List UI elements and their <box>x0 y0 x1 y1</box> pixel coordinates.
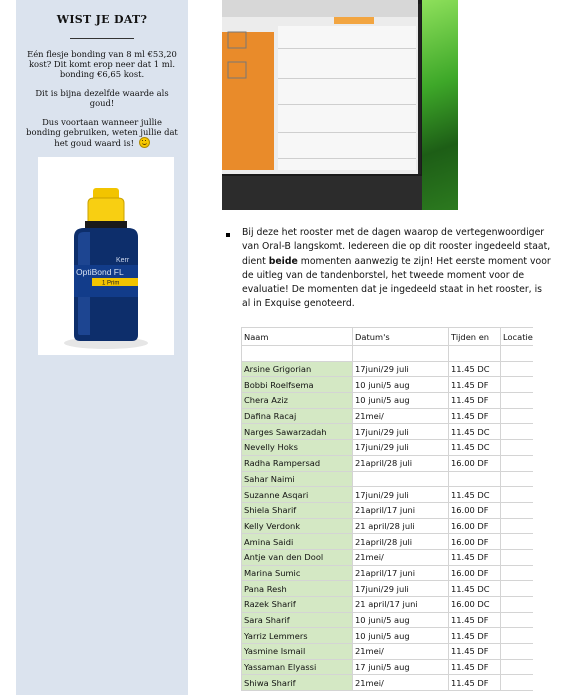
time-cell: 11.45 DF <box>449 644 501 660</box>
table-row <box>242 675 533 691</box>
table-row <box>242 581 533 597</box>
time-cell: 11.45 DC <box>449 440 501 456</box>
time-cell: 11.45 DF <box>449 377 501 393</box>
date-cell: 21april/28 juli <box>353 455 449 471</box>
bullet-marker <box>226 233 230 237</box>
table-row <box>242 346 533 362</box>
time-cell <box>449 346 501 362</box>
table-header-cell: Tijden en <box>449 328 501 346</box>
name-cell: Narges Sawarzadah <box>242 424 353 440</box>
photo-tooth-icons <box>224 28 276 88</box>
product-brand-text: Kerr <box>116 257 130 264</box>
photo-orange-tab <box>334 17 374 24</box>
time-cell: 16.00 DF <box>449 502 501 518</box>
name-cell: Yarriz Lemmers <box>242 628 353 644</box>
table-row <box>242 502 533 518</box>
software-screen-photo <box>222 0 458 210</box>
name-cell: Nevelly Hoks <box>242 440 353 456</box>
schedule-description <box>242 226 552 312</box>
location-cell <box>501 487 533 503</box>
location-cell <box>501 346 533 362</box>
table-row <box>242 487 533 503</box>
time-cell: 11.45 DF <box>449 393 501 409</box>
location-cell <box>501 549 533 565</box>
name-cell: Suzanne Asqari <box>242 487 353 503</box>
table-row <box>242 424 533 440</box>
date-cell <box>353 346 449 362</box>
time-cell: 11.45 DF <box>449 675 501 691</box>
schedule-table <box>241 327 533 691</box>
table-row <box>242 518 533 534</box>
photo-line <box>278 104 416 105</box>
time-cell: 11.45 DC <box>449 487 501 503</box>
date-cell: 17 juni/5 aug <box>353 659 449 675</box>
name-cell <box>242 346 353 362</box>
photo-line <box>278 158 416 159</box>
location-cell <box>501 424 533 440</box>
sidebar-paragraph-gold: Dit is bijna dezelfde waarde als goud! <box>35 88 169 108</box>
table-header-cell: Locatie <box>501 328 533 346</box>
table-row <box>242 534 533 550</box>
table-row <box>242 471 533 487</box>
description-bold: beide <box>268 255 298 267</box>
table-row <box>242 549 533 565</box>
date-cell: 17juni/29 juli <box>353 581 449 597</box>
photo-topbar <box>222 0 418 17</box>
name-cell: Bobbi Roelfsema <box>242 377 353 393</box>
sidebar-paragraph-conclusion-text: Dus voortaan wanneer jullie bonding gebruiken, weten jullie dat het goud waard is! <box>26 117 178 148</box>
date-cell: 10 juni/5 aug <box>353 628 449 644</box>
table-header-row <box>242 328 533 346</box>
name-cell: Arsine Grigorian <box>242 361 353 377</box>
time-cell: 11.45 DF <box>449 628 501 644</box>
location-cell <box>501 361 533 377</box>
date-cell: 10 juni/5 aug <box>353 612 449 628</box>
name-cell: Yasmine Ismail <box>242 644 353 660</box>
time-cell: 16.00 DF <box>449 565 501 581</box>
name-cell: Marina Sumic <box>242 565 353 581</box>
product-sub-text: 1 Prim <box>102 280 120 287</box>
sidebar-paragraph-conclusion <box>24 117 180 148</box>
date-cell: 17juni/29 juli <box>353 361 449 377</box>
date-cell: 21 april/17 juni <box>353 597 449 613</box>
date-cell: 17juni/29 juli <box>353 440 449 456</box>
photo-line <box>278 78 416 79</box>
photo-green-object <box>422 0 458 210</box>
time-cell: 11.45 DC <box>449 361 501 377</box>
location-cell <box>501 597 533 613</box>
time-cell: 11.45 DC <box>449 581 501 597</box>
time-cell: 11.45 DF <box>449 549 501 565</box>
time-cell: 11.45 DF <box>449 659 501 675</box>
table-row <box>242 628 533 644</box>
date-cell: 21mei/ <box>353 549 449 565</box>
date-cell: 21mei/ <box>353 644 449 660</box>
table-row <box>242 597 533 613</box>
date-cell: 21april/17 juni <box>353 502 449 518</box>
date-cell: 21 april/28 juli <box>353 518 449 534</box>
location-cell <box>501 534 533 550</box>
location-cell <box>501 612 533 628</box>
name-cell: Shiela Sharif <box>242 502 353 518</box>
date-cell: 17juni/29 juli <box>353 487 449 503</box>
table-row <box>242 565 533 581</box>
date-cell: 10 juni/5 aug <box>353 377 449 393</box>
location-cell <box>501 440 533 456</box>
name-cell: Dafina Racaj <box>242 408 353 424</box>
table-header-cell: Datum's <box>353 328 449 346</box>
table-row <box>242 644 533 660</box>
location-cell <box>501 393 533 409</box>
location-cell <box>501 502 533 518</box>
time-cell: 11.45 DF <box>449 612 501 628</box>
table-row <box>242 408 533 424</box>
date-cell: 21mei/ <box>353 675 449 691</box>
sidebar-divider <box>70 38 134 39</box>
name-cell: Sara Sharif <box>242 612 353 628</box>
sidebar-title: WIST JE DAT? <box>56 13 148 26</box>
name-cell: Antje van den Dool <box>242 549 353 565</box>
name-cell: Radha Rampersad <box>242 455 353 471</box>
time-cell: 11.45 DF <box>449 408 501 424</box>
location-cell <box>501 565 533 581</box>
name-cell: Yassaman Elyassi <box>242 659 353 675</box>
time-cell: 16.00 DF <box>449 455 501 471</box>
bonding-bottle-image <box>38 157 174 355</box>
table-row <box>242 659 533 675</box>
name-cell: Amina Saidi <box>242 534 353 550</box>
table-row <box>242 393 533 409</box>
time-cell: 16.00 DC <box>449 597 501 613</box>
location-cell <box>501 518 533 534</box>
table-header-cell: Naam <box>242 328 353 346</box>
sidebar-paragraph-price: Eén flesje bonding van 8 ml €53,20 kost? Dit komt erop neer dat 1 ml. bonding €6,65 kost. <box>27 49 177 79</box>
name-cell: Pana Resh <box>242 581 353 597</box>
name-cell: Chera Aziz <box>242 393 353 409</box>
date-cell: 21april/28 juli <box>353 534 449 550</box>
date-cell: 10 juni/5 aug <box>353 393 449 409</box>
photo-line <box>278 48 416 49</box>
name-cell: Razek Sharif <box>242 597 353 613</box>
location-cell <box>501 471 533 487</box>
location-cell <box>501 675 533 691</box>
photo-line <box>278 132 416 133</box>
table-row <box>242 455 533 471</box>
photo-desk <box>222 176 422 210</box>
location-cell <box>501 628 533 644</box>
time-cell: 16.00 DF <box>449 518 501 534</box>
location-cell <box>501 377 533 393</box>
schedule-table-body <box>242 328 533 691</box>
table-row <box>242 612 533 628</box>
table-row <box>242 440 533 456</box>
date-cell: 21mei/ <box>353 408 449 424</box>
location-cell <box>501 408 533 424</box>
name-cell: Kelly Verdonk <box>242 518 353 534</box>
date-cell <box>353 471 449 487</box>
product-label-text: OptiBond FL <box>76 267 124 277</box>
location-cell <box>501 659 533 675</box>
location-cell <box>501 644 533 660</box>
time-cell: 11.45 DC <box>449 424 501 440</box>
schedule-bullet <box>222 226 552 312</box>
bonding-bottle-photo <box>38 157 174 355</box>
name-cell: Sahar Naimi <box>242 471 353 487</box>
date-cell: 17juni/29 juli <box>353 424 449 440</box>
table-row <box>242 361 533 377</box>
table-row <box>242 377 533 393</box>
date-cell: 21april/17 juni <box>353 565 449 581</box>
smiley-icon <box>139 137 150 148</box>
location-cell <box>501 455 533 471</box>
description-part-2: momenten aanwezig te zijn! Het eerste moment voor de uitleg van de tandenborstel, het tweede moment voor de evaluatie! De momenten dat je ingedeeld staat in het rooster, is al in Exquise genoteerd. <box>242 255 551 310</box>
name-cell: Shiwa Sharif <box>242 675 353 691</box>
time-cell <box>449 471 501 487</box>
location-cell <box>501 581 533 597</box>
time-cell: 16.00 DF <box>449 534 501 550</box>
description-part-1: Bij deze het rooster met de dagen waarop de vertegenwoordiger van Oral-B langskomt. Iedereen die op dit rooster ingedeeld staat, dient <box>242 227 551 267</box>
